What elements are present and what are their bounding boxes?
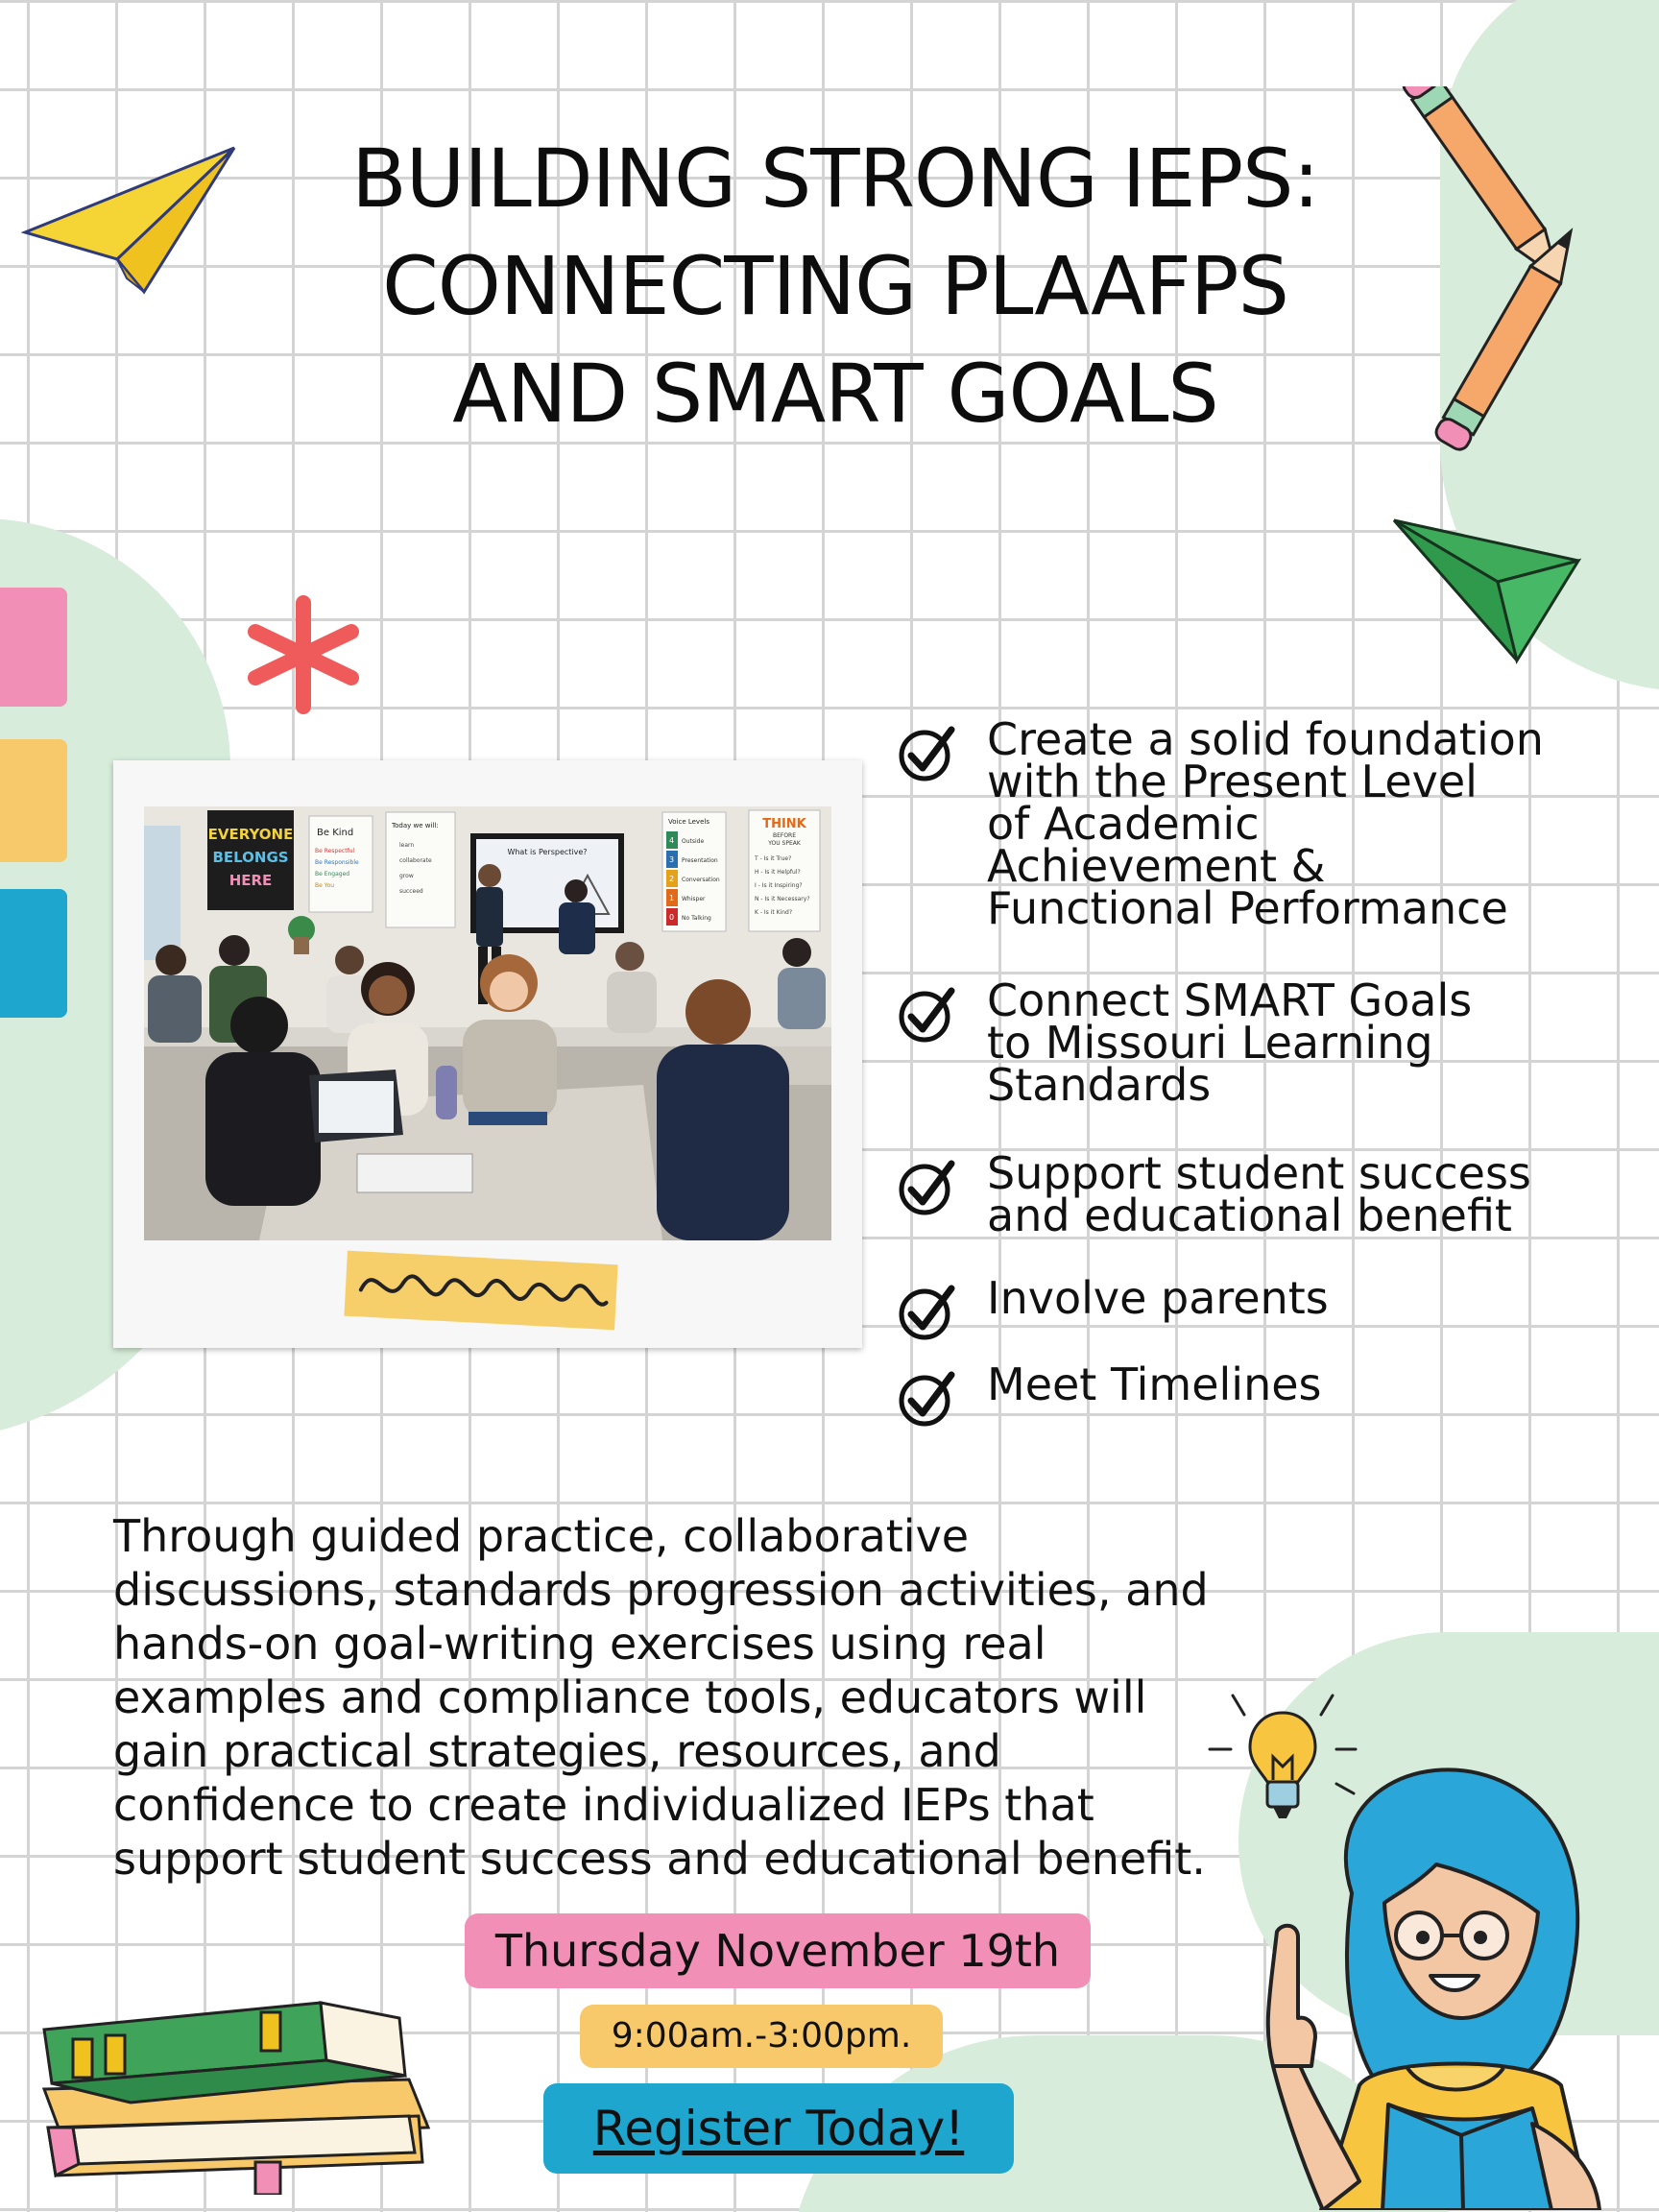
check-line: Achievement & [987,840,1326,892]
agenda-1: learn [399,842,415,849]
agenda-title: Today we will: [392,822,439,830]
event-time-badge: 9:00am.-3:00pm. [580,2005,943,2068]
page-title [173,125,1498,447]
description-line: support student success and educational benefit. [113,1833,1206,1885]
classroom-photo [144,806,831,1240]
voice-level-num-2: 2 [669,875,675,883]
event-date-badge: Thursday November 19th [465,1913,1091,1988]
description-line: gain practical strategies, resources, and [113,1725,1001,1777]
voice-level-num-3: 3 [669,855,675,864]
think-item-3: I - Is it Inspiring? [755,882,803,889]
think-item-2: H - Is it Helpful? [755,869,801,876]
teacher-illustration [1244,1759,1628,2210]
check-line: of Academic [987,798,1260,850]
description-line: confidence to create individualized IEPs that [113,1779,1094,1831]
books-stack-icon [35,1984,438,2195]
check-line: Create a solid foundation [987,713,1544,765]
voice-level-label-3: Presentation [682,857,718,864]
banner-text-3: HERE [228,872,273,889]
description-line: Through guided practice, collaborative [113,1510,970,1562]
paper-plane-green-icon [1390,515,1582,668]
voice-level-label-4: Outside [682,838,705,845]
voice-level-label-0: No Talking [682,915,711,922]
agenda-2: collaborate [399,857,432,864]
agenda-3: grow [399,873,414,879]
think-sub-1: BEFORE [772,832,797,839]
check-item-text [987,974,1640,1111]
rule-2: Be Responsible [315,859,359,866]
check-line: Connect SMART Goals [987,974,1473,1026]
description-line: hands-on goal-writing exercises using real [113,1618,1046,1670]
agenda-4: succeed [399,888,423,895]
voice-level-num-1: 1 [669,894,675,902]
register-button[interactable]: Register Today! [543,2083,1014,2174]
check-line: Support student success [987,1147,1531,1199]
think-title: THINK [762,817,806,831]
title-line-3: AND SMART GOALS [452,347,1218,441]
rule-4: Be You [315,882,335,889]
banner-text-1: EVERYONE [207,826,294,843]
voice-level-label-1: Whisper [682,896,706,902]
voice-level-num-0: 0 [669,913,675,922]
check-circle-icon [898,724,957,783]
check-line: Standards [987,1059,1212,1111]
think-item-1: T - Is it True? [755,855,792,862]
description-line: examples and compliance tools, educators will [113,1671,1147,1723]
check-line: Meet Timelines [987,1358,1322,1410]
check-item-text [987,1272,1640,1324]
check-circle-icon [898,1158,957,1217]
check-item-text [987,1358,1640,1410]
banner-text-2: BELONGS [212,849,289,866]
description-paragraph [113,1509,1304,1886]
check-circle-icon [898,1283,957,1342]
title-line-1: BUILDING STRONG IEPS: [351,132,1319,226]
check-circle-icon [898,1369,957,1429]
rule-1: Be Respectful [315,848,355,854]
check-line: Involve parents [987,1272,1329,1324]
screen-title: What is Perspective? [507,848,588,856]
asterisk-icon [242,593,365,716]
rules-title: Be Kind [317,828,354,838]
voice-title: Voice Levels [668,818,709,826]
yellow-tab [0,739,67,862]
check-circle-icon [898,985,957,1045]
rule-3: Be Engaged [315,871,350,878]
voice-level-num-4: 4 [669,836,675,845]
voice-level-label-2: Conversation [682,877,720,883]
think-sub-2: YOU SPEAK [768,840,801,847]
blue-tab [0,889,67,1018]
pink-tab [0,588,67,707]
think-item-5: K - Is it Kind? [755,909,793,916]
title-line-2: CONNECTING PLAAFPS [382,239,1288,333]
check-line: with the Present Level [987,756,1478,807]
check-item-text [987,1147,1640,1241]
check-line: and educational benefit [987,1190,1512,1241]
check-line: Functional Performance [987,882,1508,934]
check-item-text [987,713,1640,934]
think-item-4: N - Is it Necessary? [755,896,810,902]
description-line: discussions, standards progression activities, and [113,1564,1209,1616]
check-line: to Missouri Learning [987,1017,1433,1069]
